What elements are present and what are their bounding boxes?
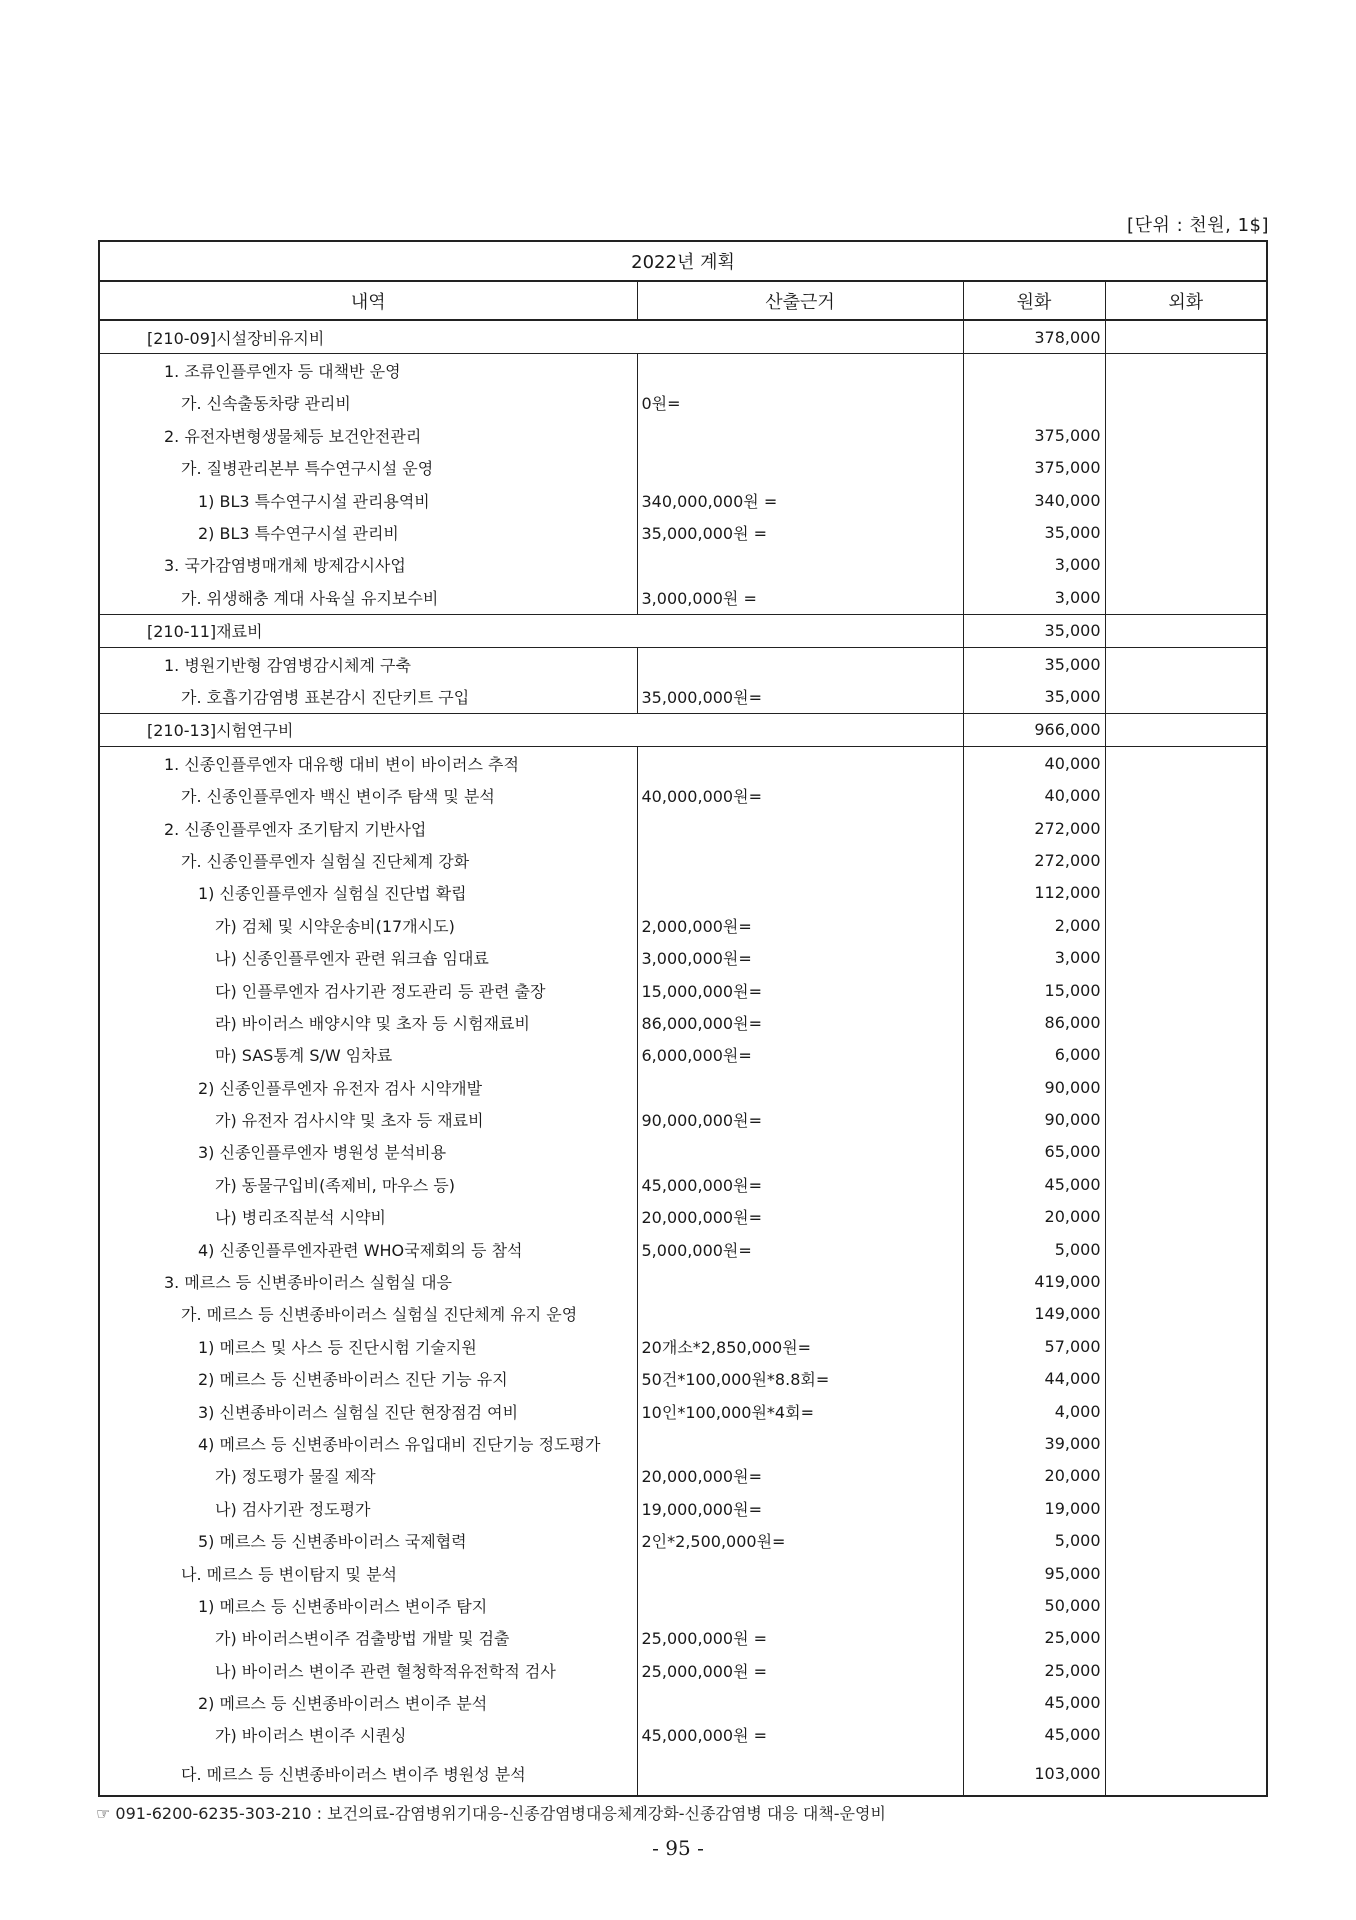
row-desc: 5) 메르스 등 신변종바이러스 국제협력 [99, 1524, 637, 1556]
row-desc: 가. 신속출동차량 관리비 [99, 387, 637, 419]
row-basis [637, 1686, 963, 1718]
page-number: - 95 - [652, 1836, 704, 1860]
row-fx [1105, 1622, 1267, 1654]
row-won: 35,000 [963, 516, 1105, 548]
row-fx [1105, 1654, 1267, 1686]
table-row [99, 680, 1267, 713]
row-fx [1105, 516, 1267, 548]
table-row [99, 1168, 1267, 1200]
row-desc: 1) 신종인플루엔자 실험실 진단법 확립 [99, 877, 637, 909]
row-won: 40,000 [963, 779, 1105, 811]
row-basis: 0원= [637, 387, 963, 419]
row-won: 45,000 [963, 1686, 1105, 1718]
row-basis [637, 549, 963, 581]
row-basis [637, 747, 963, 780]
table-row [99, 877, 1267, 909]
row-basis: 25,000,000원 = [637, 1654, 963, 1686]
row-fx [1105, 1006, 1267, 1038]
budget-table [98, 240, 1268, 1797]
row-desc: 1) 메르스 등 신변종바이러스 변이주 탐지 [99, 1589, 637, 1621]
table-row [99, 1557, 1267, 1589]
table-row [99, 1719, 1267, 1751]
row-fx [1105, 1719, 1267, 1751]
row-fx [1105, 1492, 1267, 1524]
row-basis [637, 1136, 963, 1168]
row-basis [637, 647, 963, 680]
row-fx [1105, 1460, 1267, 1492]
row-basis: 10인*100,000원*4회= [637, 1395, 963, 1427]
row-basis [637, 1557, 963, 1589]
row-fx [1105, 1589, 1267, 1621]
row-fx [1105, 1557, 1267, 1589]
row-fx [1105, 320, 1267, 354]
row-fx [1105, 844, 1267, 876]
row-won: 35,000 [963, 680, 1105, 713]
row-basis [637, 452, 963, 484]
table-body [99, 320, 1267, 1796]
row-basis: 25,000,000원 = [637, 1622, 963, 1654]
table-row [99, 354, 1267, 387]
row-won: 20,000 [963, 1460, 1105, 1492]
row-fx [1105, 581, 1267, 614]
row-basis: 19,000,000원= [637, 1492, 963, 1524]
row-desc: 1. 조류인플루엔자 등 대책반 운영 [99, 354, 637, 387]
table-row [99, 581, 1267, 614]
row-won: 57,000 [963, 1330, 1105, 1362]
row-basis [637, 1427, 963, 1459]
row-desc: 가. 신종인플루엔자 실험실 진단체계 강화 [99, 844, 637, 876]
row-won: 15,000 [963, 974, 1105, 1006]
table-row [99, 1751, 1267, 1796]
row-fx [1105, 1363, 1267, 1395]
row-desc: 3) 신종인플루엔자 병원성 분석비용 [99, 1136, 637, 1168]
row-desc: 가. 질병관리본부 특수연구시설 운영 [99, 452, 637, 484]
row-desc: 가. 호흡기감염병 표본감시 진단키트 구입 [99, 680, 637, 713]
table-row [99, 974, 1267, 1006]
row-won: 50,000 [963, 1589, 1105, 1621]
row-desc: 나) 검사기관 정도평가 [99, 1492, 637, 1524]
row-desc: 마) SAS통계 S/W 임차료 [99, 1039, 637, 1071]
row-fx [1105, 354, 1267, 387]
row-fx [1105, 779, 1267, 811]
table-row [99, 1265, 1267, 1297]
row-won: 39,000 [963, 1427, 1105, 1459]
table-row [99, 747, 1267, 780]
row-basis: 3,000,000원 = [637, 581, 963, 614]
row-fx [1105, 452, 1267, 484]
row-desc: 3. 국가감염병매개체 방제감시사업 [99, 549, 637, 581]
unit-label: [단위 : 천원, 1$] [1127, 215, 1269, 236]
row-desc: 2) 메르스 등 신변종바이러스 변이주 분석 [99, 1686, 637, 1718]
row-desc: 가) 동물구입비(족제비, 마우스 등) [99, 1168, 637, 1200]
table-row [99, 1395, 1267, 1427]
row-won: 19,000 [963, 1492, 1105, 1524]
row-basis: 35,000,000원 = [637, 516, 963, 548]
row-fx [1105, 1039, 1267, 1071]
row-won: 90,000 [963, 1071, 1105, 1103]
table-row [99, 1654, 1267, 1686]
row-won: 3,000 [963, 941, 1105, 973]
row-won: 95,000 [963, 1557, 1105, 1589]
row-desc: 나) 바이러스 변이주 관련 혈청학적유전학적 검사 [99, 1654, 637, 1686]
table-row [99, 484, 1267, 516]
row-won: 5,000 [963, 1524, 1105, 1556]
row-won: 3,000 [963, 549, 1105, 581]
row-won: 103,000 [963, 1751, 1105, 1796]
row-won: 2,000 [963, 909, 1105, 941]
row-won: 149,000 [963, 1298, 1105, 1330]
row-fx [1105, 1168, 1267, 1200]
row-basis: 50건*100,000원*8.8회= [637, 1363, 963, 1395]
table-row [99, 1330, 1267, 1362]
row-won: 25,000 [963, 1622, 1105, 1654]
row-basis: 5,000,000원= [637, 1233, 963, 1265]
table-row [99, 1201, 1267, 1233]
row-won: 25,000 [963, 1654, 1105, 1686]
header-desc: 내역 [99, 281, 637, 320]
row-fx [1105, 812, 1267, 844]
row-desc: 1. 병원기반형 감염병감시체계 구축 [99, 647, 637, 680]
table-row [99, 1006, 1267, 1038]
row-fx [1105, 747, 1267, 780]
row-desc: 1. 신종인플루엔자 대유행 대비 변이 바이러스 추적 [99, 747, 637, 780]
table-row [99, 647, 1267, 680]
table-row [99, 1103, 1267, 1135]
row-desc: 가) 바이러스변이주 검출방법 개발 및 검출 [99, 1622, 637, 1654]
row-desc: 가) 바이러스 변이주 시퀀싱 [99, 1719, 637, 1751]
row-desc: 가. 위생해충 계대 사육실 유지보수비 [99, 581, 637, 614]
row-fx [1105, 1330, 1267, 1362]
table-row [99, 1589, 1267, 1621]
row-won: 35,000 [963, 647, 1105, 680]
row-basis: 20,000,000원= [637, 1460, 963, 1492]
table-row [99, 941, 1267, 973]
table-row [99, 812, 1267, 844]
row-won: 272,000 [963, 812, 1105, 844]
row-basis: 86,000,000원= [637, 1006, 963, 1038]
table-row [99, 1039, 1267, 1071]
row-won: 5,000 [963, 1233, 1105, 1265]
row-desc: 가. 메르스 등 신변종바이러스 실험실 진단체계 유지 운영 [99, 1298, 637, 1330]
row-basis [637, 419, 963, 451]
row-fx [1105, 1136, 1267, 1168]
row-basis: 40,000,000원= [637, 779, 963, 811]
row-basis: 2,000,000원= [637, 909, 963, 941]
row-basis [637, 1265, 963, 1297]
table-row [99, 844, 1267, 876]
row-won: 45,000 [963, 1168, 1105, 1200]
row-desc: 나) 신종인플루엔자 관련 워크숍 임대료 [99, 941, 637, 973]
row-fx [1105, 647, 1267, 680]
section-label: [210-13]시험연구비 [99, 713, 963, 746]
row-basis [637, 1589, 963, 1621]
row-won: 20,000 [963, 1201, 1105, 1233]
row-won [963, 387, 1105, 419]
row-basis: 45,000,000원= [637, 1168, 963, 1200]
row-won: 6,000 [963, 1039, 1105, 1071]
row-desc: 2. 유전자변형생물체등 보건안전관리 [99, 419, 637, 451]
row-desc: 가) 검체 및 시약운송비(17개시도) [99, 909, 637, 941]
table-row [99, 1427, 1267, 1459]
row-desc: 4) 메르스 등 신변종바이러스 유입대비 진단기능 정도평가 [99, 1427, 637, 1459]
row-won: 340,000 [963, 484, 1105, 516]
row-fx [1105, 1201, 1267, 1233]
row-won: 40,000 [963, 747, 1105, 780]
row-desc: 라) 바이러스 배양시약 및 초자 등 시험재료비 [99, 1006, 637, 1038]
row-basis [637, 1751, 963, 1796]
row-basis [637, 1298, 963, 1330]
row-desc: 2) BL3 특수연구시설 관리비 [99, 516, 637, 548]
table-row [99, 1492, 1267, 1524]
row-basis: 20,000,000원= [637, 1201, 963, 1233]
row-basis [637, 354, 963, 387]
table-row [99, 1622, 1267, 1654]
row-won: 419,000 [963, 1265, 1105, 1297]
row-desc: 3) 신변종바이러스 실험실 진단 현장점검 여비 [99, 1395, 637, 1427]
section-label: [210-11]재료비 [99, 614, 963, 647]
table-row [99, 1136, 1267, 1168]
row-fx [1105, 974, 1267, 1006]
row-desc: 가. 신종인플루엔자 백신 변이주 탐색 및 분석 [99, 779, 637, 811]
row-desc: 가) 유전자 검사시약 및 초자 등 재료비 [99, 1103, 637, 1135]
table-row [99, 549, 1267, 581]
header-won: 원화 [963, 281, 1105, 320]
row-basis: 90,000,000원= [637, 1103, 963, 1135]
row-basis [637, 877, 963, 909]
row-desc: 2. 신종인플루엔자 조기탐지 기반사업 [99, 812, 637, 844]
table-row [99, 1071, 1267, 1103]
row-desc: 2) 신종인플루엔자 유전자 검사 시약개발 [99, 1071, 637, 1103]
row-fx [1105, 419, 1267, 451]
row-fx [1105, 1265, 1267, 1297]
table-row [99, 1298, 1267, 1330]
table-row [99, 387, 1267, 419]
row-desc: 2) 메르스 등 신변종바이러스 진단 기능 유지 [99, 1363, 637, 1395]
row-fx [1105, 614, 1267, 647]
section-row [99, 713, 1267, 746]
row-basis: 6,000,000원= [637, 1039, 963, 1071]
row-fx [1105, 1233, 1267, 1265]
table-row [99, 419, 1267, 451]
row-won [963, 354, 1105, 387]
row-fx [1105, 1524, 1267, 1556]
row-won: 112,000 [963, 877, 1105, 909]
table-row [99, 779, 1267, 811]
row-basis [637, 1071, 963, 1103]
header-basis: 산출근거 [637, 281, 963, 320]
row-fx [1105, 909, 1267, 941]
row-desc: 1) 메르스 및 사스 등 진단시험 기술지원 [99, 1330, 637, 1362]
row-basis [637, 812, 963, 844]
row-won: 35,000 [963, 614, 1105, 647]
row-basis: 20개소*2,850,000원= [637, 1330, 963, 1362]
row-won: 86,000 [963, 1006, 1105, 1038]
row-fx [1105, 1071, 1267, 1103]
plan-title: 2022년 계획 [99, 241, 1267, 281]
row-fx [1105, 1686, 1267, 1718]
row-basis: 3,000,000원= [637, 941, 963, 973]
row-won: 44,000 [963, 1363, 1105, 1395]
row-fx [1105, 1427, 1267, 1459]
row-basis: 340,000,000원 = [637, 484, 963, 516]
row-fx [1105, 680, 1267, 713]
row-desc: 나) 병리조직분석 시약비 [99, 1201, 637, 1233]
row-won: 966,000 [963, 713, 1105, 746]
table-row [99, 1460, 1267, 1492]
row-won: 45,000 [963, 1719, 1105, 1751]
row-fx [1105, 1395, 1267, 1427]
row-desc: 가) 정도평가 물질 제작 [99, 1460, 637, 1492]
section-label: [210-09]시설장비유지비 [99, 320, 963, 354]
row-basis: 15,000,000원= [637, 974, 963, 1006]
row-won: 272,000 [963, 844, 1105, 876]
row-desc: 나. 메르스 등 변이탐지 및 분석 [99, 1557, 637, 1589]
table-row [99, 1233, 1267, 1265]
row-won: 90,000 [963, 1103, 1105, 1135]
header-fx: 외화 [1105, 281, 1267, 320]
row-won: 375,000 [963, 419, 1105, 451]
row-won: 375,000 [963, 452, 1105, 484]
row-desc: 3. 메르스 등 신변종바이러스 실험실 대응 [99, 1265, 637, 1297]
row-desc: 4) 신종인플루엔자관련 WHO국제회의 등 참석 [99, 1233, 637, 1265]
table-row [99, 452, 1267, 484]
row-fx [1105, 484, 1267, 516]
row-fx [1105, 1103, 1267, 1135]
row-won: 3,000 [963, 581, 1105, 614]
table-row [99, 909, 1267, 941]
row-won: 4,000 [963, 1395, 1105, 1427]
row-won: 65,000 [963, 1136, 1105, 1168]
row-won: 378,000 [963, 320, 1105, 354]
table-row [99, 516, 1267, 548]
row-fx [1105, 549, 1267, 581]
row-fx [1105, 1298, 1267, 1330]
row-basis [637, 844, 963, 876]
row-desc: 1) BL3 특수연구시설 관리용역비 [99, 484, 637, 516]
table-row [99, 1363, 1267, 1395]
row-desc: 다) 인플루엔자 검사기관 정도관리 등 관련 출장 [99, 974, 637, 1006]
row-fx [1105, 941, 1267, 973]
section-row [99, 614, 1267, 647]
row-fx [1105, 1751, 1267, 1796]
footnote: ☞ 091-6200-6235-303-210 : 보건의료-감염병위기대응-신종감염병대응체계강화-신종감염병 대응 대책-운영비 [96, 1804, 886, 1823]
row-basis: 45,000,000원 = [637, 1719, 963, 1751]
section-row [99, 320, 1267, 354]
row-fx [1105, 713, 1267, 746]
row-desc: 다. 메르스 등 신변종바이러스 변이주 병원성 분석 [99, 1751, 637, 1796]
row-basis: 2인*2,500,000원= [637, 1524, 963, 1556]
table-row [99, 1686, 1267, 1718]
table-row [99, 1524, 1267, 1556]
row-fx [1105, 387, 1267, 419]
row-fx [1105, 877, 1267, 909]
row-basis: 35,000,000원= [637, 680, 963, 713]
